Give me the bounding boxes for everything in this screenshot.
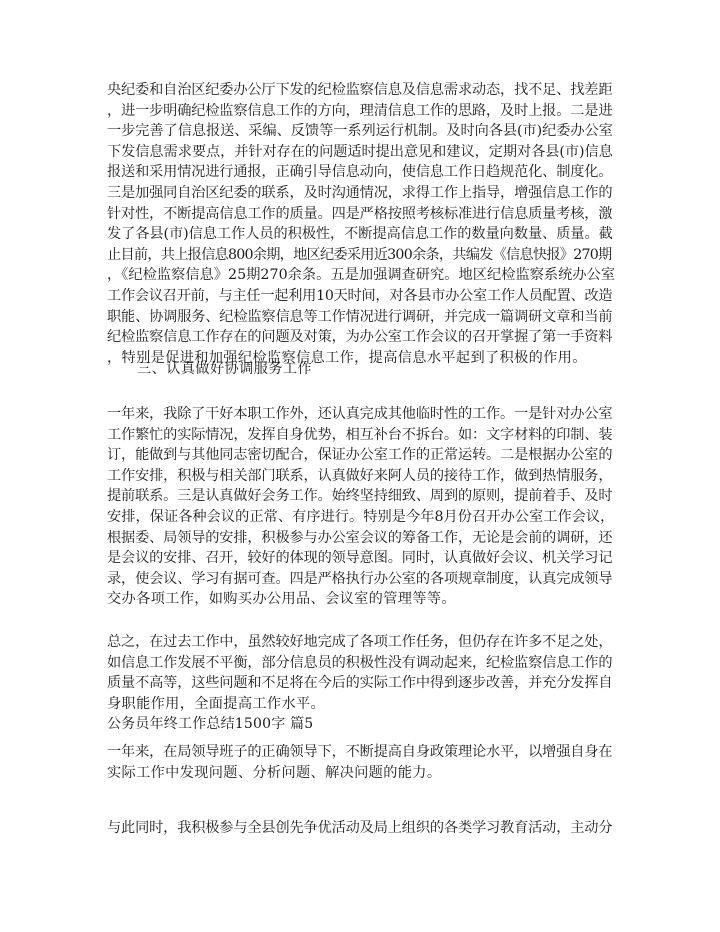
text-line: 如信息工作发展不平衡，部分信息员的积极性没有调动起来，纪检监察信息工作的 (107, 654, 613, 671)
article-subtitle: 公务员年终工作总结1500字 篇5 (107, 716, 314, 732)
text-line: 录，使会议、学习有据可查。四是严格执行办公室的各项规章制度，认真完成领导 (107, 570, 613, 587)
text-line: 工作安排，积极与相关部门联系，认真做好来阿人员的接待工作，做到热情服务， (107, 467, 613, 484)
text-line: 工作繁忙的实际情况，发挥自身优势，相互补台不拆台。如：文字材料的印制、装 (107, 426, 613, 443)
text-line: 交办各项工作，如购买办公用品、会议室的管理等等。 (107, 591, 456, 608)
text-line: 实际工作中发现问题、分析问题、解决问题的能力。 (107, 764, 442, 781)
text-line: 止目前，共上报信息800余期，地区纪委采用近300余条，共编发《信息快报》270期 (107, 246, 612, 263)
text-line: 一年来，在局领导班子的正确领导下，不断提高自身政策理论水平，以增强自身在 (107, 744, 613, 760)
paragraph-participation (107, 818, 615, 839)
text-line: ，进一步明确纪检监察信息工作的方向，理清信息工作的思路，及时上报。二是进 (107, 102, 613, 119)
text-line: 一步完善了信息报送、采编、反馈等一系列运行机制。及时向各县(市)纪委办公室 (107, 123, 613, 140)
text-line: 央纪委和自治区纪委办公厅下发的纪检监察信息及信息需求动态，找不足、找差距 (107, 82, 613, 98)
text-line: 纪检监察信息工作存在的问题及对策，为办公室工作会议的召开掌握了第一手资料 (107, 329, 613, 346)
text-line: 工作会议召开前，与主任一起利用10天时间，对各县市办公室工作人员配置、改造 (107, 287, 613, 304)
text-line: ，特别是促进和加强纪检监察信息工作，提高信息水平起到了积极的作用。 (107, 349, 587, 366)
text-line: 质量不高等，这些问题和不足将在今后的实际工作中得到逐步改善，并充分发挥自 (107, 675, 613, 692)
text-line: 与此同时，我积极参与全县创先争优活动及局上组织的各类学习教育活动，主动分 (107, 820, 613, 836)
text-line: 总之，在过去工作中，虽然较好地完成了各项工作任务，但仍存在许多不足之处， (107, 634, 613, 650)
paragraph-info-work (107, 80, 615, 368)
text-line: ，《纪检监察信息》25期270余条。五是加强调查研究。地区纪检监察系统办公室 (107, 267, 616, 284)
text-line: 下发信息需求要点，并针对存在的问题适时提出意见和建议，定期对各县(市)信息 (107, 143, 613, 160)
section-heading: 三、认真做好协调服务工作 (137, 361, 313, 377)
paragraph-summary (107, 632, 615, 714)
paragraph-intro (107, 742, 615, 783)
text-line: 身职能作用，全面提高工作水平。 (107, 695, 326, 712)
text-line: 三是加强同自治区纪委的联系，及时沟通情况，求得工作上指导，增强信息工作的 (107, 184, 613, 201)
text-line: 是会议的安排、召开，较好的体现的领导意图。同时，认真做好会议、机关学习记 (107, 550, 613, 567)
text-line: 根据委、局领导的安排，积极参与办公室会议的筹备工作，无论是会前的调研，还 (107, 529, 613, 546)
text-line: 提前联系。三是认真做好会务工作。始终坚持细致、周到的原则，提前着手、及时 (107, 488, 613, 505)
text-line: 针对性，不断提高信息工作的质量。四是严格按照考核标准进行信息质量考核，激 (107, 205, 613, 222)
text-line: 安排，保证各种会议的正常、有序进行。特别是今年8月份召开办公室工作会议， (107, 508, 615, 525)
text-line: 发了各县(市)信息工作人员的积极性，不断提高信息工作的数量向数量、质量。截 (107, 226, 613, 243)
text-line: 一年来，我除了干好本职工作外，还认真完成其他临时性的工作。一是针对办公室 (107, 406, 613, 422)
text-line: 职能、协调服务、纪检监察信息等工作情况进行调研，并完成一篇调研文章和当前 (107, 308, 613, 325)
text-line: 报送和采用情况进行通报，正确引导信息动向，使信息工作日趋规范化、制度化。 (107, 164, 613, 181)
paragraph-coordination (107, 404, 615, 610)
text-line: 订，能做到与其他同志密切配合，保证办公室工作的正常运转。二是根据办公室的 (107, 447, 613, 464)
